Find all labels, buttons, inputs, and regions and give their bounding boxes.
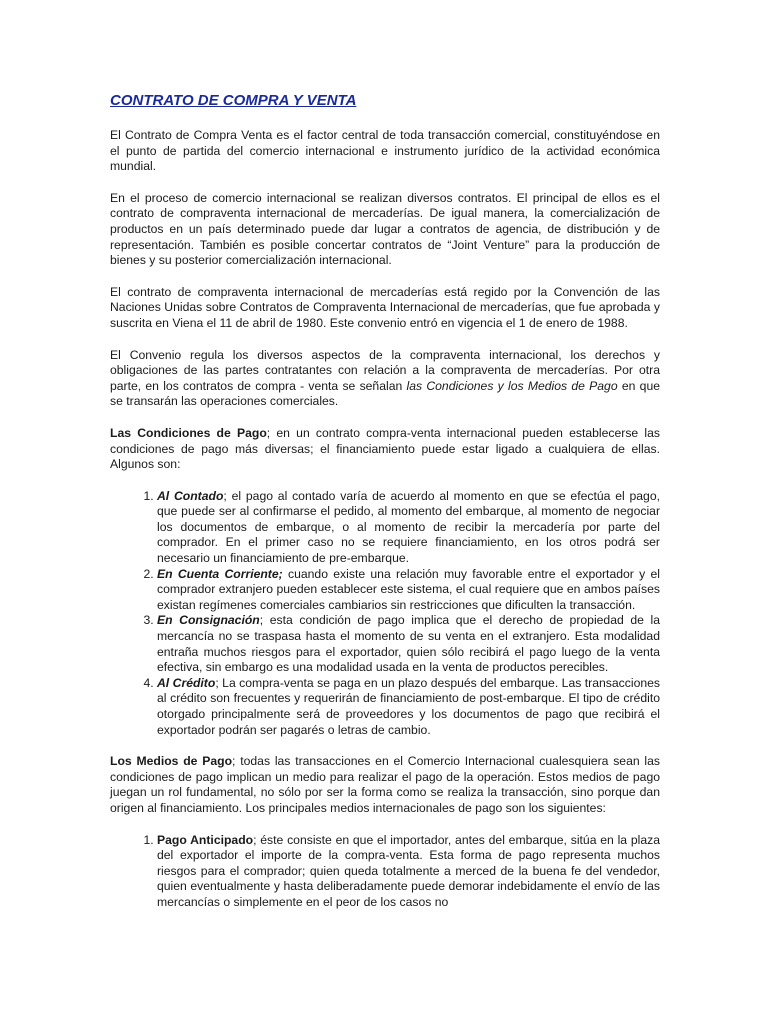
list-item-text: cuando existe una relación muy favorable entre el exportador y el comprador extranjero pueden establecer este sistema, el cual requiere que en ambos países existan regímenes comerciales cambiarios sin restricciones que dificulten la transacción. <box>157 566 660 612</box>
intro-paragraph: El Contrato de Compra Venta es el factor central de toda transacción comercial, constituyéndose en el punto de partida del comercio internacional e instrumento jurídico de la actividad económica mundial. <box>110 128 660 174</box>
condiciones-heading: Las Condiciones de Pago <box>110 425 267 440</box>
contracts-paragraph: En el proceso de comercio internacional se realizan diversos contratos. El principal de ellos es el contrato de compraventa internacional de mercaderías. De igual manera, la comercialización de productos en un país determinado puede dar lugar a contratos de agencia, de distribución y de representación. También es posible concertar contratos de “Joint Venture” para la producción de bienes y su posterior comercialización internacional. <box>110 190 660 268</box>
list-item <box>157 833 660 911</box>
list-item-term: Pago Anticipado <box>157 832 254 847</box>
condiciones-list <box>110 489 660 739</box>
list-item-term: Al Contado <box>157 488 224 503</box>
convenio-emphasis: las Condiciones y los Medios de Pago <box>406 378 618 393</box>
convenio-text-before: El Convenio regula los diversos aspectos de la compraventa internacional, los derechos y obligaciones de las partes contratantes con relación a la compraventa de mercaderías. Por otra parte, en los contratos de compra - venta se señalan <box>110 347 660 393</box>
medios-paragraph <box>110 754 660 816</box>
list-item-term: Al Crédito <box>157 675 216 690</box>
list-item-text: ; esta condición de pago implica que el derecho de propiedad de la mercancía no se traspasa hasta el momento de su venta en el extranjero. Esta modalidad entraña muchos riesgos para el exportador, quien sólo recibirá el pago luego de la venta efectiva, sin embargo es una modalidad usada en la venta de productos perecibles. <box>157 613 660 675</box>
medios-list <box>110 833 660 911</box>
list-item <box>157 676 660 738</box>
document-title: CONTRATO DE COMPRA Y VENTA <box>110 92 357 109</box>
list-item-term: En Cuenta Corriente; <box>157 566 283 581</box>
list-item <box>157 613 660 675</box>
list-item-text: ; La compra-venta se paga en un plazo después del embarque. Las transacciones al crédito son frecuentes y requerirán de financiamiento de post-embarque. El tipo de crédito otorgado principalmente será de proveedores y los documentos de pago que recibirá el exportador podrán ser pagarés o letras de cambio. <box>157 675 660 737</box>
medios-heading: Los Medios de Pago <box>110 754 233 769</box>
list-item-text: ; éste consiste en que el importador, antes del embarque, sitúa en la plaza del exportador el importe de la compra-venta. Esta forma de pago representa muchos riesgos para el comprador; quien queda totalmente a merced de la buena fe del vendedor, quien eventualmente y hasta deliberadamente puede demorar indebidamente el envío de las mercancías o simplemente en el peor de los casos no <box>157 832 660 909</box>
convention-paragraph: El contrato de compraventa internacional de mercaderías está regido por la Convención de las Naciones Unidas sobre Contratos de Compraventa Internacional de mercaderías, que fue aprobada y suscrita en Viena el 11 de abril de 1980. Este convenio entró en vigencia el 1 de enero de 1988. <box>110 284 660 330</box>
list-item-text: ; el pago al contado varía de acuerdo al momento en que se efectúa el pago, que puede ser al confirmarse el pedido, al momento del embarque, al momento de negociar los documentos de embarque, o al momento de recibir la mercadería por parte del comprador. En el primer caso no se requiere financiamiento, en los otros podrá ser necesario un financiamiento de pre-embarque. <box>157 488 660 566</box>
convenio-paragraph <box>110 348 660 410</box>
condiciones-text: ; en un contrato compra-venta internacional pueden establecerse las condiciones de pago más diversas; el financiamiento puede estar ligado a cualquiera de ellas. Algunos son: <box>110 425 660 472</box>
document-body <box>110 92 660 927</box>
condiciones-paragraph <box>110 426 660 473</box>
convenio-text-after: en que se transarán las operaciones comerciales. <box>110 378 661 409</box>
list-item <box>157 567 660 614</box>
list-item <box>157 489 660 567</box>
list-item-term: En Consignación <box>157 613 260 628</box>
medios-text: ; todas las transacciones en el Comercio Internacional cualesquiera sean las condiciones de pago implican un medio para realizar el pago de la operación. Estos medios de pago juegan un rol fundamental, no sólo por ser la forma como se realiza la transacción, sino porque dan origen al financiamiento. Los principales medios internacionales de pago son los siguientes: <box>110 754 660 815</box>
